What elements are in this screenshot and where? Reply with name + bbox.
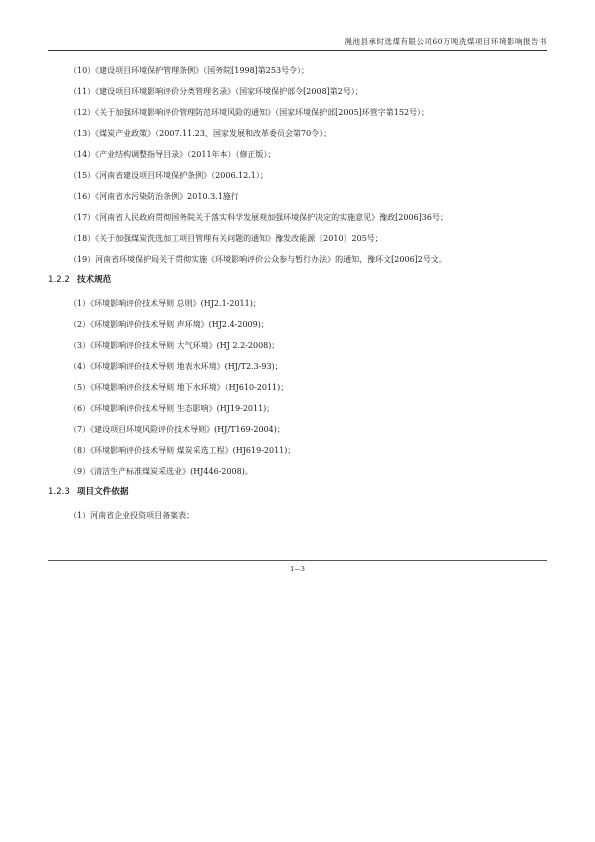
page-number: 1—3 xyxy=(290,565,305,573)
law-item: （19）河南省环境保护局关于贯彻实施《环境影响评价公众参与暂行办法》的通知，豫环文[2006]2号文。 xyxy=(69,255,447,264)
section-number: 1.2.3 xyxy=(48,487,70,497)
law-item: （14）《产业结构调整指导目录》（2011年本）（修正版）； xyxy=(69,150,276,159)
spec-item: （7）《建设项目环境风险评价技术导则》(HJ/T169-2004)； xyxy=(69,425,285,434)
law-item: （13）《煤炭产业政策》（2007.11.23、国家发展和改革委员会第70令）； xyxy=(69,129,332,138)
section-heading-technical-specs xyxy=(48,272,547,289)
spec-item: （9）《清洁生产标准煤炭采选业》(HJ446-2008)。 xyxy=(69,467,253,476)
page-footer xyxy=(48,560,547,573)
running-header xyxy=(48,36,547,51)
spec-item: （1）《环境影响评价技术导则 总则》(HJ2.1-2011)； xyxy=(69,299,261,308)
document-body xyxy=(48,62,547,528)
law-item: （16）《河南省水污染防治条例》2010.3.1施行 xyxy=(69,192,239,201)
law-item: （17）《河南省人民政府贯彻国务院关于落实科学发展观加强环境保护决定的实施意见》豫政[2006]36号； xyxy=(69,213,448,222)
section-number: 1.2.2 xyxy=(48,275,70,285)
law-item: （11）《建设项目环境影响评价分类管理名录》（国家环境保护部令[2008]第2号）； xyxy=(69,87,363,96)
spec-item: （2）《环境影响评价技术导则 声环境》(HJ2.4-2009)； xyxy=(69,320,269,329)
law-item: （18）《关于加强煤炭洗选加工项目管理有关问题的通知》豫发改能源〔2010〕205号； xyxy=(69,234,383,243)
spec-item: （6）《环境影响评价技术导则 生态影响》(HJ19-2011)； xyxy=(69,404,275,413)
law-item: （12）《关于加强环境影响评价管理防范环境风险的通知》（国家环境保护部[2005]环管字第152号）； xyxy=(69,108,430,117)
section-heading-project-documents xyxy=(48,484,547,501)
law-item: （10）《建设项目环境保护管理条例》（国务院[1998]第253号令）； xyxy=(69,66,310,75)
law-item: （15）《河南省建设项目环境保护条例》（2006.12.1）； xyxy=(69,171,268,180)
header-title: 渑池县承时选煤有限公司60万吨洗煤项目环境影响报告书 xyxy=(344,37,547,46)
project-doc-item: （1）河南省企业投资项目备案表； xyxy=(69,511,195,520)
spec-item: （4）《环境影响评价技术导则 地表水环境》(HJ/T2.3-93)； xyxy=(69,362,283,371)
section-title: 技术规范 xyxy=(76,275,112,285)
spec-item: （8）《环境影响评价技术导则 煤炭采选工程》(HJ619-2011)； xyxy=(69,446,296,455)
section-title: 项目文件依据 xyxy=(76,487,129,497)
spec-item: （3）《环境影响评价技术导则 大气环境》(HJ 2.2-2008)； xyxy=(69,341,280,350)
spec-item: （5）《环境影响评价技术导则 地下水环境》（HJ610-2011)； xyxy=(69,383,289,392)
